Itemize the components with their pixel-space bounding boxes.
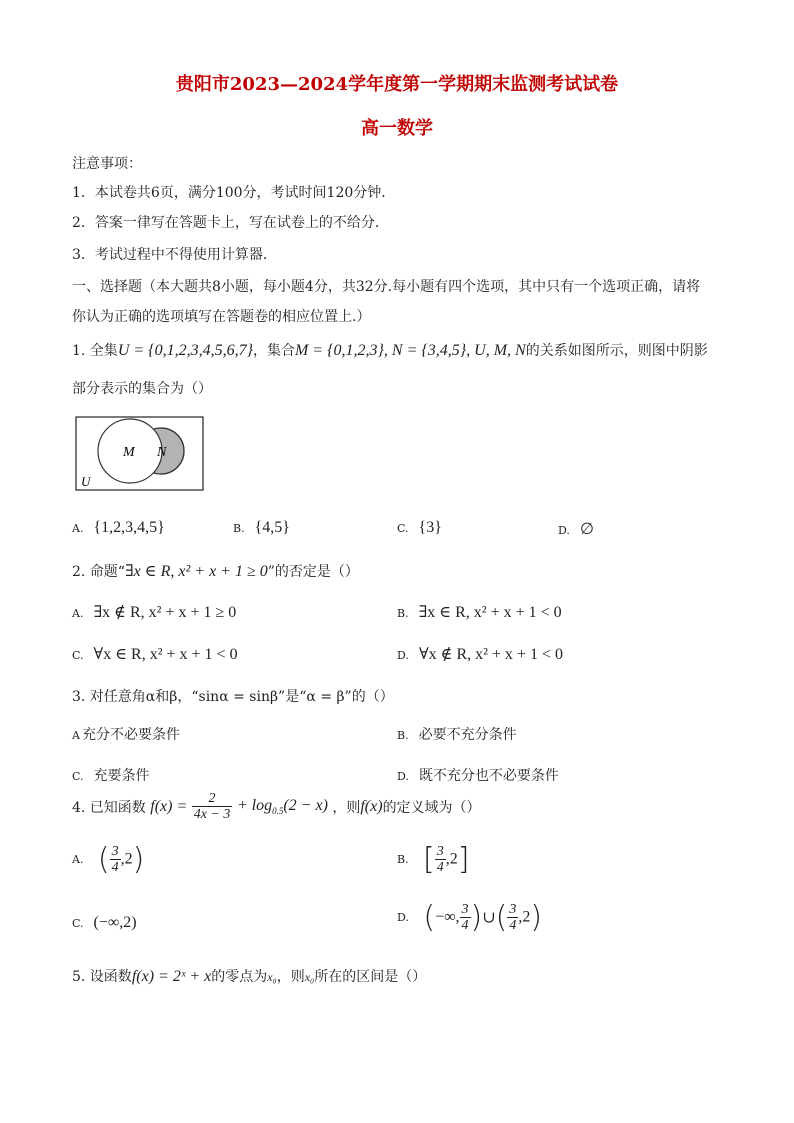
q3-option-a[interactable]: A 充分不必要条件 (72, 727, 180, 743)
q3-option-c[interactable]: C. 充要条件 (72, 768, 150, 784)
q4-stem: 4. 已知函数 f(x) = $\frac{2}{4x - 3}$ + $\log_{0.5}(2 - x)$ ，则f(x)的定义域为（） (72, 791, 481, 823)
notice-heading: 注意事项： (72, 156, 142, 172)
q2-stem: 2. 命题“∃x ∈ R, x² + x + 1 ≥ 0”的否定是（） (72, 563, 359, 580)
venn-label-u: U (81, 474, 91, 489)
q2-option-b[interactable]: B. ∃x ∈ R, x² + x + 1 < 0 (397, 604, 562, 621)
q3-option-d[interactable]: D. 既不充分也不必要条件 (397, 768, 559, 784)
notice-item-2: 2．答案一律写在答题卡上，写在试卷上的不给分． (72, 215, 389, 231)
q1-venn-diagram (75, 416, 205, 492)
q1-option-b[interactable]: B. {4,5} (233, 519, 290, 536)
q1-option-d[interactable]: D. ∅ (558, 521, 594, 538)
q3-option-b[interactable]: B. 必要不充分条件 (397, 727, 517, 743)
q4-option-a[interactable]: A. ( $\frac{3}{4}$ ,2) (72, 842, 145, 877)
q5-stem: 5. 设函数f(x) = 2ˣ + x的零点为x₀，则x₀所在的区间是（） (72, 968, 427, 985)
q2-option-d[interactable]: D. ∀x ∉ R, x² + x + 1 < 0 (397, 646, 563, 663)
section1-line2: 你认为正确的选项填写在答题卷的相应位置上.） (72, 309, 371, 325)
q2-option-c[interactable]: C. ∀x ∈ R, x² + x + 1 < 0 (72, 646, 238, 663)
notice-item-1: 1．本试卷共6页，满分100分，考试时间120分钟． (72, 185, 396, 201)
section1-line1: 一、选择题（本大题共8小题，每小题4分，共32分.每小题有四个选项，其中只有一个选项正确，请将 (72, 279, 701, 295)
q4-option-b[interactable]: B. [ $\frac{3}{4}$ ,2] (397, 842, 470, 877)
notice-item-3: 3．考试过程中不得使用计算器． (72, 247, 277, 263)
q1-stem: 1. 全集U = {0,1,2,3,4,5,6,7}，集合M = {0,1,2,3}, N = {3,4,5}, U, M, N的关系如图所示，则图中阴影 (72, 342, 708, 359)
q2-option-a[interactable]: A. ∃x ∉ R, x² + x + 1 ≥ 0 (72, 604, 237, 621)
q4-fraction: $\frac{2}{4x - 3}$ (193, 791, 231, 823)
q1-stem-line2: 部分表示的集合为（） (72, 381, 212, 397)
exam-title: 贵阳市2023—2024学年度第一学期期末监测考试试卷 (175, 74, 619, 95)
q1-sets: M = {0,1,2,3}, N = {3,4,5}, U, M, N (294, 342, 526, 359)
q1-option-a[interactable]: A. {1,2,3,4,5} (72, 519, 165, 536)
exam-subtitle: 高一数学 (361, 118, 433, 139)
venn-label-m: M (123, 445, 135, 460)
q1-option-c[interactable]: C. {3} (397, 519, 442, 536)
q1-universal-set: U = {0,1,2,3,4,5,6,7} (117, 342, 253, 359)
q3-stem: 3. 对任意角α和β，“sinα = sinβ”是“α = β”的（） (72, 689, 394, 705)
q4-option-d[interactable]: D. (−∞, $\frac{3}{4}$ )∪( $\frac{3}{4}$ ,2) (397, 900, 543, 935)
q4-option-c[interactable]: C. (−∞,2) (72, 914, 137, 931)
venn-label-n: N (157, 445, 167, 460)
